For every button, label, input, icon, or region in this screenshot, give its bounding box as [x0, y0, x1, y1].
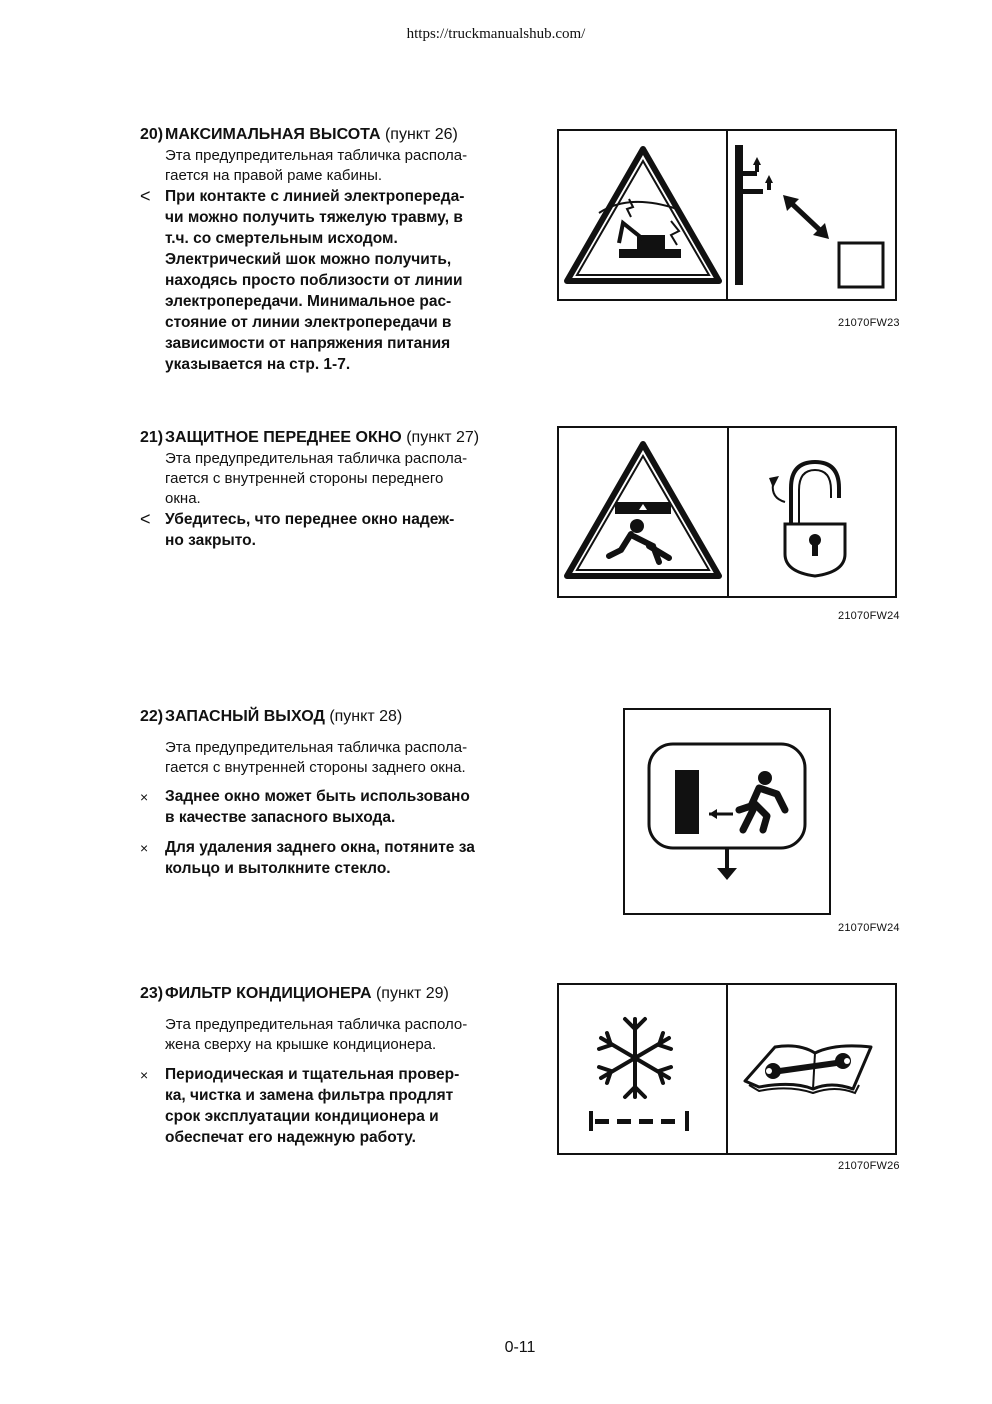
figure-code: 21070FW23 [838, 317, 900, 329]
text-line: Эта предупредительная табличка распола- [165, 739, 468, 756]
section-title: ФИЛЬТР КОНДИЦИОНЕРА [165, 985, 372, 1002]
interval-icon [589, 1111, 689, 1131]
text-line: обеспечат его надежную работу. [165, 1129, 416, 1146]
section-heading [140, 429, 510, 447]
warning-block [140, 837, 510, 879]
text-line: чи можно получить тяжелую травму, в [165, 209, 463, 226]
section-number: 22) [140, 708, 164, 725]
warning-block [140, 509, 510, 551]
section-title: ЗАПАСНЫЙ ВЫХОД [165, 708, 325, 725]
text-line: гается с внутренней стороны переднего [165, 470, 444, 487]
section-heading [140, 708, 510, 726]
text-line: Эта предупредительная табличка располо- [165, 1016, 468, 1033]
warning-symbol: < [140, 186, 151, 206]
section-number: 21) [140, 429, 164, 446]
padlock-icon [769, 462, 845, 576]
text-line: окна. [165, 490, 201, 507]
text-line: гается с внутренней стороны заднего окна. [165, 759, 466, 776]
section-ref: (пункт 29) [375, 985, 449, 1002]
text-line: стояние от линии электропередачи в [165, 314, 452, 331]
section-ref: (пункт 26) [384, 126, 458, 143]
section-emergency-exit [140, 708, 510, 879]
warning-block [140, 786, 510, 828]
section-number: 23) [140, 985, 164, 1002]
figure-code: 21070FW26 [838, 1160, 900, 1172]
figure-code: 21070FW24 [838, 922, 900, 934]
warning-symbol: × [140, 840, 149, 856]
warning-symbol: × [140, 1067, 149, 1083]
page-number: 0-11 [504, 1339, 536, 1356]
description [165, 738, 510, 778]
text-line: Убедитесь, что переднее окно надеж- [165, 511, 455, 528]
description [165, 449, 510, 509]
figure-code: 21070FW24 [838, 610, 900, 622]
section-heading [140, 126, 510, 144]
text-line: Электрический шок можно получить, [165, 251, 452, 268]
section-title: МАКСИМАЛЬНАЯ ВЫСОТА [165, 126, 381, 143]
section-number: 20) [140, 126, 164, 143]
safety-decal-max-height [557, 129, 897, 301]
snowflake-icon [599, 1019, 671, 1097]
source-url[interactable]: https://truckmanualshub.com/ [406, 26, 586, 42]
text-line: электропередачи. Минимальное рас- [165, 293, 452, 310]
power-line-distance-icon [735, 145, 883, 287]
emergency-exit-icon [649, 744, 805, 880]
description [165, 1015, 510, 1055]
text-line: Эта предупредительная табличка распола- [165, 147, 468, 164]
text-line: Периодическая и тщательная провер- [165, 1066, 460, 1083]
section-ref: (пункт 28) [329, 708, 403, 725]
section-ac-filter [140, 985, 510, 1148]
text-line: Заднее окно может быть использовано [165, 788, 470, 805]
text-line: кольцо и вытолкните стекло. [165, 860, 391, 877]
warning-block [140, 1064, 510, 1148]
warning-block [140, 186, 510, 375]
section-heading [140, 985, 510, 1003]
safety-decal-emergency-exit [623, 708, 831, 915]
text-line: гается на правой раме кабины. [165, 167, 383, 184]
text-line: Эта предупредительная табличка распола- [165, 450, 468, 467]
text-line: в качестве запасного выхода. [165, 809, 396, 826]
text-line: зависимости от напряжения питания [165, 335, 451, 352]
safety-decal-front-window [557, 426, 897, 598]
text-line: При контакте с линией электропереда- [165, 188, 465, 205]
description [165, 146, 510, 186]
text-line: указывается на стр. 1-7. [165, 356, 351, 373]
section-front-window [140, 429, 510, 551]
text-line: находясь просто поблизости от линии [165, 272, 463, 289]
warning-symbol: × [140, 789, 149, 805]
warning-symbol: < [140, 509, 151, 529]
text-line: т.ч. со смертельным исходом. [165, 230, 398, 247]
safety-decal-ac-filter [557, 983, 897, 1155]
section-max-height [140, 126, 510, 375]
section-title: ЗАЩИТНОЕ ПЕРЕДНЕЕ ОКНО [165, 429, 402, 446]
section-ref: (пункт 27) [406, 429, 480, 446]
text-line: Для удаления заднего окна, потяните за [165, 839, 475, 856]
crush-hazard-warning-icon [567, 444, 719, 576]
electrocution-warning-icon [567, 149, 719, 281]
text-line: срок эксплуатации кондиционера и [165, 1108, 439, 1125]
text-line: ка, чистка и замена фильтра продлят [165, 1087, 454, 1104]
text-line: жена сверху на крышке кондиционера. [165, 1036, 437, 1053]
text-line: но закрыто. [165, 532, 256, 549]
manual-wrench-icon [745, 1046, 871, 1093]
